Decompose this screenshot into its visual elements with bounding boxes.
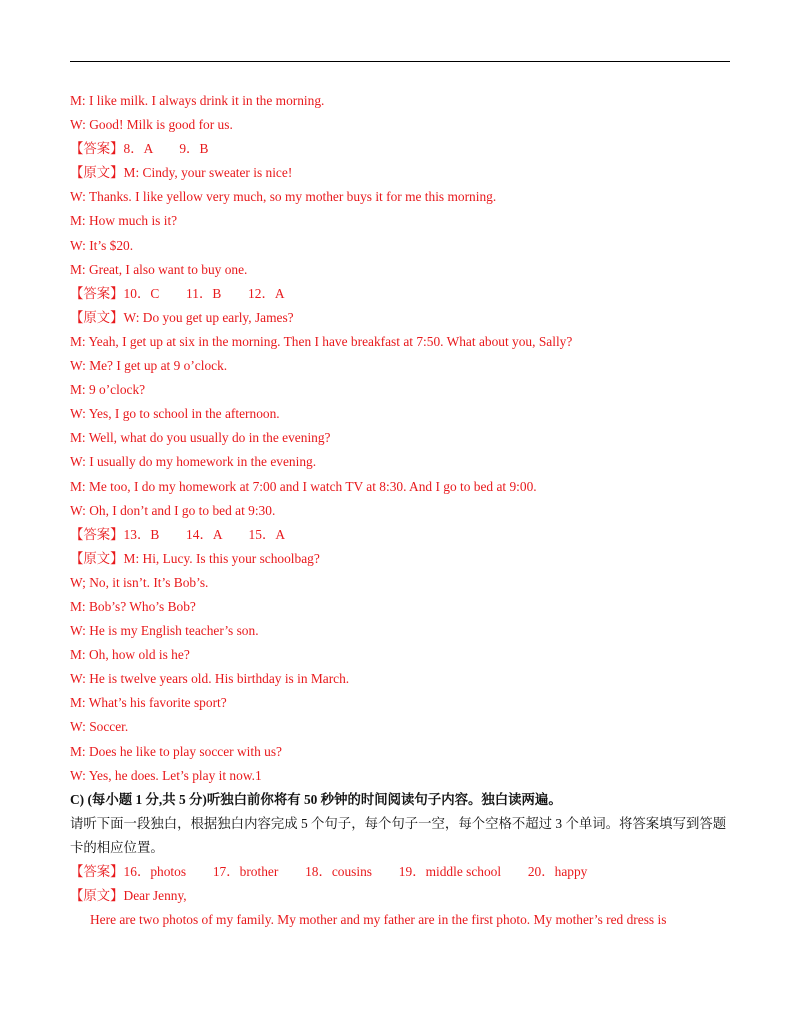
transcript-line: 【原文】W: Do you get up early, James? — [70, 309, 294, 325]
text-line: M: Great, I also want to buy one. — [70, 261, 248, 277]
text-line: M: Yeah, I get up at six in the morning. Then I have breakfast at 7:50. What about you, Sally? — [70, 333, 573, 349]
text-line: W: Yes, he does. Let’s play it now.1 — [70, 767, 262, 783]
text-line: M: How much is it? — [70, 213, 178, 229]
text-line: W; No, it isn’t. It’s Bob’s. — [70, 574, 209, 590]
text-line: M: What’s his favorite sport? — [70, 695, 227, 711]
document-body — [70, 89, 732, 932]
text-line: W: It’s $20. — [70, 237, 134, 253]
text-line: M: Oh, how old is he? — [70, 647, 190, 663]
section-heading: C) (每小题 1 分,共 5 分)听独白前你将有 50 秒钟的时间阅读句子内容。独白读两遍。 — [70, 791, 562, 807]
text-line: W: Good! Milk is good for us. — [70, 117, 233, 133]
text-line: M: Well, what do you usually do in the evening? — [70, 430, 331, 446]
transcript-line: 【原文】M: Hi, Lucy. Is this your schoolbag? — [70, 550, 320, 566]
answer-line: 【答案】13．B 14．A 15．A — [70, 526, 286, 542]
text-line: W: Yes, I go to school in the afternoon. — [70, 406, 280, 422]
text-line: W: Me? I get up at 9 o’clock. — [70, 358, 228, 374]
text-line: W: I usually do my homework in the evening. — [70, 454, 317, 470]
letter-paragraph: Here are two photos of my family. My mother and my father are in the first photo. My mother’s red dress is — [90, 912, 667, 928]
answer-line: 【答案】8．A 9．B — [70, 141, 209, 157]
text-line: W: Soccer. — [70, 719, 129, 735]
answer-line: 【答案】10．C 11．B 12．A — [70, 285, 285, 301]
transcript-line: 【原文】Dear Jenny, — [70, 888, 187, 904]
text-line: M: I like milk. I always drink it in the morning. — [70, 93, 325, 108]
text-line: W: Thanks. I like yellow very much, so my mother buys it for me this morning. — [70, 189, 497, 205]
header-rule — [70, 61, 730, 62]
text-line: W: He is twelve years old. His birthday is in March. — [70, 671, 350, 687]
section-instruction: 请听下面一段独白，根据独白内容完成 5 个句子，每个句子一空，每个空格不超过 3 个单词。将答案填写到答题卡的相应位置。 — [70, 815, 727, 855]
answer-line: 【答案】16．photos 17．brother 18．cousins 19．middle school 20．happy — [70, 864, 588, 879]
text-line: W: Oh, I don’t and I go to bed at 9:30. — [70, 502, 276, 518]
text-line: M: Does he like to play soccer with us? — [70, 743, 282, 759]
text-line: M: 9 o’clock? — [70, 382, 146, 398]
text-line: M: Bob’s? Who’s Bob? — [70, 598, 196, 614]
text-line: W: He is my English teacher’s son. — [70, 623, 259, 639]
transcript-line: 【原文】M: Cindy, your sweater is nice! — [70, 165, 293, 181]
text-line: M: Me too, I do my homework at 7:00 and I watch TV at 8:30. And I go to bed at 9:00. — [70, 478, 537, 494]
